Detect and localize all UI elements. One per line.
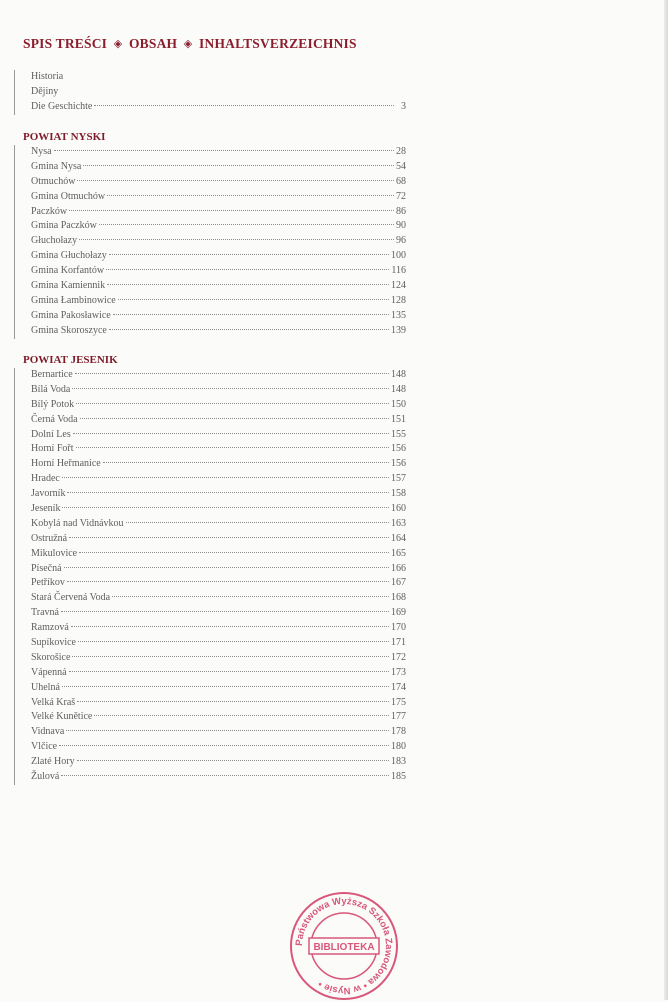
dot-leader (54, 150, 394, 151)
toc-entry[interactable] (31, 562, 406, 577)
entry-page: 166 (391, 562, 406, 574)
entry-label: Gmina Nysa (31, 160, 82, 172)
toc-entry[interactable] (31, 532, 406, 547)
dot-leader (61, 611, 389, 612)
dot-leader (79, 552, 389, 553)
entry-label: Supíkovice (31, 637, 76, 649)
entry-page: 148 (391, 383, 406, 395)
toc-entry[interactable] (31, 710, 406, 725)
dot-leader (107, 195, 394, 196)
toc-entry[interactable] (31, 666, 406, 681)
toc-entry[interactable] (31, 368, 406, 383)
page-edge (664, 0, 668, 1000)
entry-label: Skorošice (31, 651, 71, 663)
entry-label: Stará Červená Voda (31, 592, 111, 604)
dot-leader (61, 775, 389, 776)
toc-entry[interactable] (31, 740, 406, 755)
dot-leader (69, 671, 389, 672)
dot-leader (77, 180, 394, 181)
entry-label: Zlaté Hory (31, 756, 75, 768)
intro-section (14, 70, 406, 115)
toc-entry[interactable] (31, 621, 406, 636)
toc-entry[interactable] (31, 636, 406, 651)
entry-label: Bílá Voda (31, 383, 71, 395)
toc-entry[interactable] (31, 681, 406, 696)
entry-label: Dolní Les (31, 428, 71, 440)
entry-page: 158 (391, 488, 406, 500)
entry-page: 68 (396, 175, 406, 187)
entry-page: 175 (391, 696, 406, 708)
entry-page: 180 (391, 741, 406, 753)
toc-entry[interactable] (31, 413, 406, 428)
dot-leader (67, 581, 389, 582)
library-stamp (288, 890, 400, 1002)
intro-entries (14, 70, 406, 115)
toc-entry[interactable] (31, 219, 406, 234)
entry-label: Vidnava (31, 726, 65, 738)
toc-entry[interactable] (31, 145, 406, 160)
section-heading: POWIAT NYSKI (23, 131, 106, 143)
entry-page: 165 (391, 547, 406, 559)
entry-page: 171 (391, 637, 406, 649)
entry-label: Vlčice (31, 741, 58, 753)
diamond-ornament-icon: ◈ (183, 38, 193, 50)
entry-label: Hradec (31, 473, 60, 485)
dot-leader (59, 745, 389, 746)
title-german: INHALTSVERZEICHNIS (199, 36, 357, 51)
entry-page: 124 (391, 280, 406, 292)
intro-line-czech: Dějiny (31, 85, 59, 97)
section-powiat-jesenik (14, 353, 406, 785)
dot-leader (94, 105, 394, 106)
entry-page: 100 (391, 250, 406, 262)
entry-page: 135 (391, 309, 406, 321)
dot-leader (99, 224, 394, 225)
entry-label: Travná (31, 607, 59, 619)
stamp-label: BIBLIOTEKA (313, 942, 375, 953)
dot-leader (62, 507, 389, 508)
entry-label: Gmina Łambinowice (31, 294, 116, 306)
entry-label: Velké Kunětice (31, 711, 93, 723)
entry-label: Písečná (31, 562, 62, 574)
section-heading: POWIAT JESENIK (23, 354, 118, 366)
entry-page: 174 (391, 681, 406, 693)
dot-leader (77, 701, 389, 702)
toc-entry[interactable] (31, 383, 406, 398)
toc-entry[interactable] (31, 517, 406, 532)
toc-entry[interactable] (31, 547, 406, 562)
entry-label: Nysa (31, 146, 52, 157)
toc-entry[interactable] (31, 487, 406, 502)
entry-page: 116 (391, 265, 406, 277)
entry-page: 173 (391, 666, 406, 678)
entry-page: 148 (391, 369, 406, 380)
entry-page: 28 (396, 146, 406, 157)
entry-page: 90 (396, 220, 406, 232)
toc-entry[interactable] (31, 264, 406, 279)
dot-leader (109, 329, 389, 330)
entry-label: Bílý Potok (31, 398, 75, 410)
entry-page: 128 (391, 294, 406, 306)
dot-leader (109, 254, 389, 255)
dot-leader (62, 477, 389, 478)
toc-entry[interactable] (31, 442, 406, 457)
entry-label: Gmina Głuchołazy (31, 250, 107, 262)
dot-leader (107, 284, 389, 285)
dot-leader (118, 299, 389, 300)
entry-label: Ramzová (31, 622, 69, 634)
dot-leader (72, 656, 389, 657)
entries-list (14, 368, 406, 785)
toc-entry[interactable] (31, 175, 406, 190)
toc-entry[interactable] (31, 770, 406, 785)
toc-entry[interactable] (31, 696, 406, 711)
toc-entry[interactable] (31, 502, 406, 517)
entry-label: Gmina Skoroszyce (31, 324, 107, 336)
dot-leader (113, 314, 389, 315)
toc-entry[interactable] (31, 279, 406, 294)
entry-label: Gmina Otmuchów (31, 190, 106, 202)
entry-label: Žulová (31, 771, 60, 783)
entry-page: 170 (391, 622, 406, 634)
toc-entry[interactable] (31, 398, 406, 413)
entry-page: 185 (391, 771, 406, 783)
entry-label: Černá Voda (31, 413, 78, 425)
toc-entry[interactable] (31, 457, 406, 472)
toc-entry[interactable] (31, 294, 406, 309)
entry-label: Paczków (31, 205, 68, 217)
entry-page: 72 (396, 190, 406, 202)
toc-entry[interactable] (31, 324, 406, 339)
dot-leader (78, 641, 389, 642)
dot-leader (67, 492, 389, 493)
entry-label: Mikulovice (31, 547, 78, 559)
dot-leader (72, 388, 389, 389)
dot-leader (94, 715, 389, 716)
entry-page: 54 (396, 160, 406, 172)
dot-leader (76, 447, 390, 448)
entry-page: 168 (391, 592, 406, 604)
entry-page: 163 (391, 517, 406, 529)
entry-page: 96 (396, 235, 406, 247)
dot-leader (112, 596, 389, 597)
toc-title (23, 36, 357, 52)
entry-page: 160 (391, 503, 406, 515)
entry-page: 151 (391, 413, 406, 425)
entry-page: 156 (391, 443, 406, 455)
entry-page: 86 (396, 205, 406, 217)
toc-entry[interactable] (31, 160, 406, 175)
dot-leader (103, 462, 389, 463)
toc-entry[interactable] (31, 234, 406, 249)
toc-entry[interactable] (31, 725, 406, 740)
diamond-ornament-icon: ◈ (113, 38, 123, 50)
dot-leader (79, 239, 394, 240)
toc-entry[interactable] (31, 100, 406, 115)
entry-label: Ostružná (31, 532, 68, 544)
entry-label: Vápenná (31, 666, 67, 678)
dot-leader (75, 373, 389, 374)
dot-leader (80, 418, 389, 419)
dot-leader (71, 626, 389, 627)
toc-entry[interactable] (31, 591, 406, 606)
dot-leader (64, 567, 389, 568)
entry-label: Jeseník (31, 503, 61, 515)
toc-entry[interactable] (31, 755, 406, 770)
entry-page: 177 (391, 711, 406, 723)
intro-line-polish: Historia (31, 71, 64, 82)
dot-leader (77, 760, 389, 761)
dot-leader (73, 433, 389, 434)
entry-page: 178 (391, 726, 406, 738)
entry-page: 164 (391, 532, 406, 544)
entry-label: Otmuchów (31, 175, 76, 187)
entry-page: 157 (391, 473, 406, 485)
entry-label: Gmina Kamiennik (31, 280, 106, 292)
entries-list (14, 145, 406, 339)
entry-label: Gmina Paczków (31, 220, 97, 232)
entry-label: Gmina Korfantów (31, 265, 105, 277)
entry-page: 183 (391, 756, 406, 768)
entry-page: 150 (391, 398, 406, 410)
entry-page: 3 (401, 100, 406, 112)
stamp-ring-text: Państwowa Wyższa Szkoła Zawodowa • w Nysie • (293, 895, 395, 997)
entry-label: Petříkov (31, 577, 65, 589)
entry-label: Javorník (31, 488, 66, 500)
dot-leader (106, 269, 389, 270)
section-powiat-nyski (14, 130, 406, 339)
entry-label: Gmina Pakosławice (31, 309, 111, 321)
title-polish: SPIS TREŚCI (23, 36, 108, 51)
toc-entry[interactable] (31, 205, 406, 220)
toc-entry[interactable] (31, 309, 406, 324)
entry-page: 139 (391, 324, 406, 336)
dot-leader (66, 730, 389, 731)
entry-page: 156 (391, 458, 406, 470)
entry-page: 167 (391, 577, 406, 589)
toc-entry[interactable] (31, 651, 406, 666)
dot-leader (76, 403, 389, 404)
dot-leader (126, 522, 389, 523)
entry-label: Głuchołazy (31, 235, 78, 247)
toc-entry[interactable] (31, 428, 406, 443)
dot-leader (62, 686, 389, 687)
entry-label: Horní Heřmanice (31, 458, 101, 470)
dot-leader (83, 165, 394, 166)
toc-entry[interactable] (31, 606, 406, 621)
entry-label: Bernartice (31, 369, 73, 380)
toc-entry[interactable] (31, 190, 406, 205)
toc-entry[interactable] (31, 576, 406, 591)
entry-label: Horní Fořt (31, 443, 74, 455)
entry-page: 172 (391, 651, 406, 663)
entry-label: Velká Kraš (31, 696, 76, 708)
entry-label: Uhelná (31, 681, 60, 693)
title-czech: OBSAH (128, 36, 178, 51)
entry-label: Kobylá nad Vidnávkou (31, 517, 124, 529)
dot-leader (69, 537, 389, 538)
toc-entry[interactable] (31, 472, 406, 487)
dot-leader (69, 210, 394, 211)
entry-page: 169 (391, 607, 406, 619)
entry-page: 155 (391, 428, 406, 440)
toc-entry[interactable] (31, 249, 406, 264)
entry-label: Die Geschichte (31, 100, 93, 112)
